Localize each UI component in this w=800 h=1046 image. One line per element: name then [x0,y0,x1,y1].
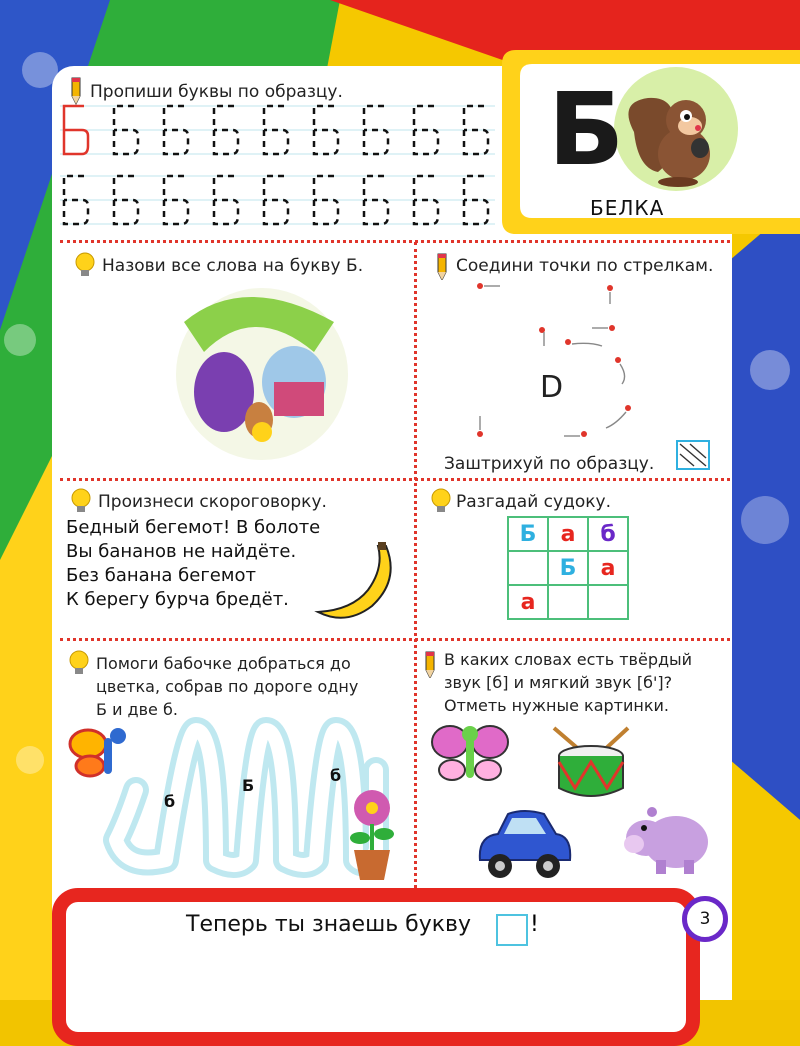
sounds-instructions [444,648,692,717]
lightbulb-icon [430,488,452,514]
butterfly-icon[interactable] [428,720,512,790]
tongue-twister-text [66,516,320,612]
write-title: Пропиши буквы по образцу. [90,82,343,102]
sudoku-grid[interactable] [507,516,629,620]
tongue-twister-title: Произнеси скороговорку. [98,492,327,512]
poem-line: К берегу бурча бредёт. [66,589,289,610]
car-icon[interactable] [474,806,574,882]
answer-input-box[interactable] [496,914,528,946]
sudoku-cell[interactable]: а [508,585,548,619]
maze-line: Помоги бабочке добраться до [96,654,351,673]
header-letter: Б [548,71,625,188]
connect-title: Соедини точки по стрелкам. [456,256,714,276]
sudoku-title: Разгадай судоку. [456,492,611,512]
flower-icon [344,786,400,882]
divider [60,638,730,641]
hippo-icon[interactable] [622,798,712,878]
sudoku-cell[interactable]: а [548,517,588,551]
sudoku-cell[interactable] [508,551,548,585]
dot-to-dot-puzzle[interactable] [460,280,660,450]
maze-letter: Б [242,776,255,795]
connect-letter-hint: D [540,370,564,405]
banana-icon [312,540,404,628]
divider-vertical [414,242,417,888]
butterfly-icon [66,724,146,784]
drum-icon[interactable] [548,722,634,802]
maze-line: цветка, собрав по дороге одну [96,677,359,696]
sudoku-cell[interactable]: б [588,517,628,551]
maze-letter: б [164,792,176,811]
maze-line: Б и две б. [96,700,178,719]
letter-tracing-grid[interactable] [60,104,500,234]
pencil-icon [420,650,440,678]
illustration-animals [164,282,360,462]
shade-instruction: Заштрихуй по образцу. [444,454,655,474]
sudoku-cell[interactable] [548,585,588,619]
pencil-icon [66,76,86,106]
sudoku-cell[interactable] [588,585,628,619]
sounds-line: звук [б] и мягкий звук [б']? [444,673,673,692]
lightbulb-icon [74,252,96,278]
squirrel-icon [618,92,728,192]
divider [60,240,730,243]
pencil-icon [432,252,452,280]
sounds-line: В каких словах есть твёрдый [444,650,693,669]
poem-line: Без банана бегемот [66,565,256,586]
hatched-sample-icon [676,440,710,470]
page-number: 3 [682,896,728,942]
sudoku-cell[interactable]: а [588,551,628,585]
name-words-title: Назови все слова на букву Б. [102,256,364,276]
sudoku-cell[interactable]: Б [548,551,588,585]
poem-line: Вы бананов не найдёте. [66,541,297,562]
tracing-letter[interactable] [64,106,88,154]
summary-text: Теперь ты знаешь букву [186,912,472,937]
poem-line: Бедный бегемот! В болоте [66,517,321,538]
header-word: БЕЛКА [590,196,665,220]
lightbulb-icon [70,488,92,514]
lightbulb-icon [68,650,90,676]
sounds-line: Отметь нужные картинки. [444,696,669,715]
divider [60,478,730,481]
maze-letter: б [330,766,342,785]
summary-exclamation: ! [530,912,539,937]
sudoku-cell[interactable]: Б [508,517,548,551]
